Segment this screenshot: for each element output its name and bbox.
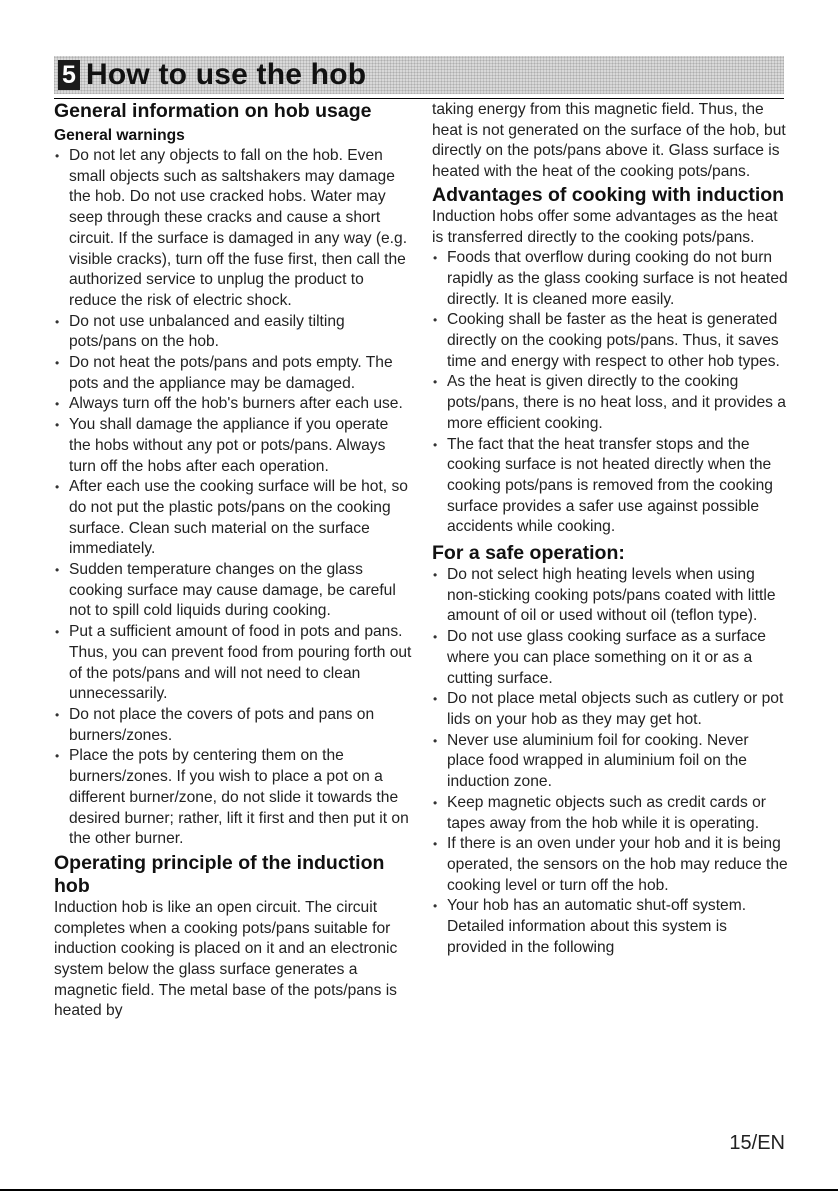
list-item: • Do not heat the pots/pans and pots empty. The pots and the appliance may be damaged.	[54, 353, 414, 394]
list-item: • Foods that overflow during cooking do not burn rapidly as the glass cooking surface is not heated directly. It is cleaned more easily.	[432, 248, 788, 310]
subheading-general-warnings: General warnings	[54, 127, 185, 144]
list-item: • Never use aluminium foil for cooking. Never place food wrapped in aluminium foil on the induction zone.	[432, 731, 788, 793]
list-item: • Sudden temperature changes on the glass cooking surface may cause damage, be careful not to spill cold liquids during cooking.	[54, 560, 414, 622]
list-item: • As the heat is given directly to the cooking pots/pans, there is no heat loss, and it provides a more efficient cooking.	[432, 372, 788, 434]
section-number-badge: 5	[58, 60, 80, 90]
right-column	[432, 100, 788, 958]
list-item: • After each use the cooking surface will be hot, so do not put the plastic pots/pans on the cooking surface. Clean such material on the surface immediately.	[54, 477, 414, 560]
page-number: 15/EN	[729, 1132, 785, 1154]
list-item: • Do not place metal objects such as cutlery or pot lids on your hob as they may get hot.	[432, 689, 788, 730]
list-item: • Place the pots by centering them on the burners/zones. If you wish to place a pot on a different burner/zone, do not slide it towards the desired burner; rather, lift it first and then put it on the other burner.	[54, 746, 414, 850]
list-item: • Do not use unbalanced and easily tilting pots/pans on the hob.	[54, 312, 414, 353]
heading-general-information: General information on hob usage	[54, 100, 372, 122]
list-item: • Always turn off the hob's burners after each use.	[54, 394, 414, 415]
advantages-intro: Induction hobs offer some advantages as the heat is transferred directly to the cooking pots/pans.	[432, 207, 778, 246]
operating-principle-continued: taking energy from this magnetic field. Thus, the heat is not generated on the surface of the hob, but directly on the pots/pans above it. Glass surface is heated with the heat of the cooking pots/pans.	[432, 101, 786, 181]
heading-operating-principle: Operating principle of the induction hob	[54, 851, 385, 897]
section-title: How to use the hob	[86, 58, 367, 91]
section-banner	[54, 56, 784, 94]
heading-safe-operation: For a safe operation:	[432, 542, 625, 565]
list-item: • Do not use glass cooking surface as a surface where you can place something on it or as a cutting surface.	[432, 627, 788, 689]
list-item: • Your hob has an automatic shut-off system. Detailed information about this system is provided in the following	[432, 896, 788, 958]
list-item: • Do not let any objects to fall on the hob. Even small objects such as saltshakers may damage the hob. Do not use cracked hobs. Water may seep through these cracks and cause a short circuit. If the surface is damaged in any way (e.g. visible cracks), turn off the fuse first, then call the authorized service to unplug the product to reduce the risk of electric shock.	[54, 146, 414, 312]
warnings-list	[54, 146, 414, 850]
operating-principle-text: Induction hob is like an open circuit. The circuit completes when a cooking pots/pans suitable for induction cooking is placed on it and an electronic system below the glass surface generates a magnetic field. The metal base of the pots/pans is heated by	[54, 898, 398, 1020]
header-divider	[54, 98, 784, 99]
list-item: • Do not select high heating levels when using non-sticking cooking pots/pans coated with little amount of oil or used without oil (teflon type).	[432, 565, 788, 627]
advantages-list	[432, 248, 788, 538]
list-item: • Do not place the covers of pots and pans on burners/zones.	[54, 705, 414, 746]
list-item: • Put a sufficient amount of food in pots and pans. Thus, you can prevent food from pouring forth out of the pots/pans and will not need to clean unnecessarily.	[54, 622, 414, 705]
list-item: • If there is an oven under your hob and it is being operated, the sensors on the hob may reduce the cooking level or turn off the hob.	[432, 834, 788, 896]
list-item: • Cooking shall be faster as the heat is generated directly on the cooking pots/pans. Thus, it saves time and energy with respect to other hob types.	[432, 310, 788, 372]
safe-operation-list	[432, 565, 788, 958]
heading-advantages: Advantages of cooking with induction	[432, 183, 785, 206]
left-column	[54, 100, 414, 1022]
list-item: • Keep magnetic objects such as credit cards or tapes away from the hob while it is operating.	[432, 793, 788, 834]
list-item: • The fact that the heat transfer stops and the cooking surface is not heated directly when the cooking pots/pans is removed from the cooking surface provides a safer use against possible accidents while cooking.	[432, 435, 788, 539]
list-item: • You shall damage the appliance if you operate the hobs without any pot or pots/pans. Always turn off the hobs after each operation.	[54, 415, 414, 477]
